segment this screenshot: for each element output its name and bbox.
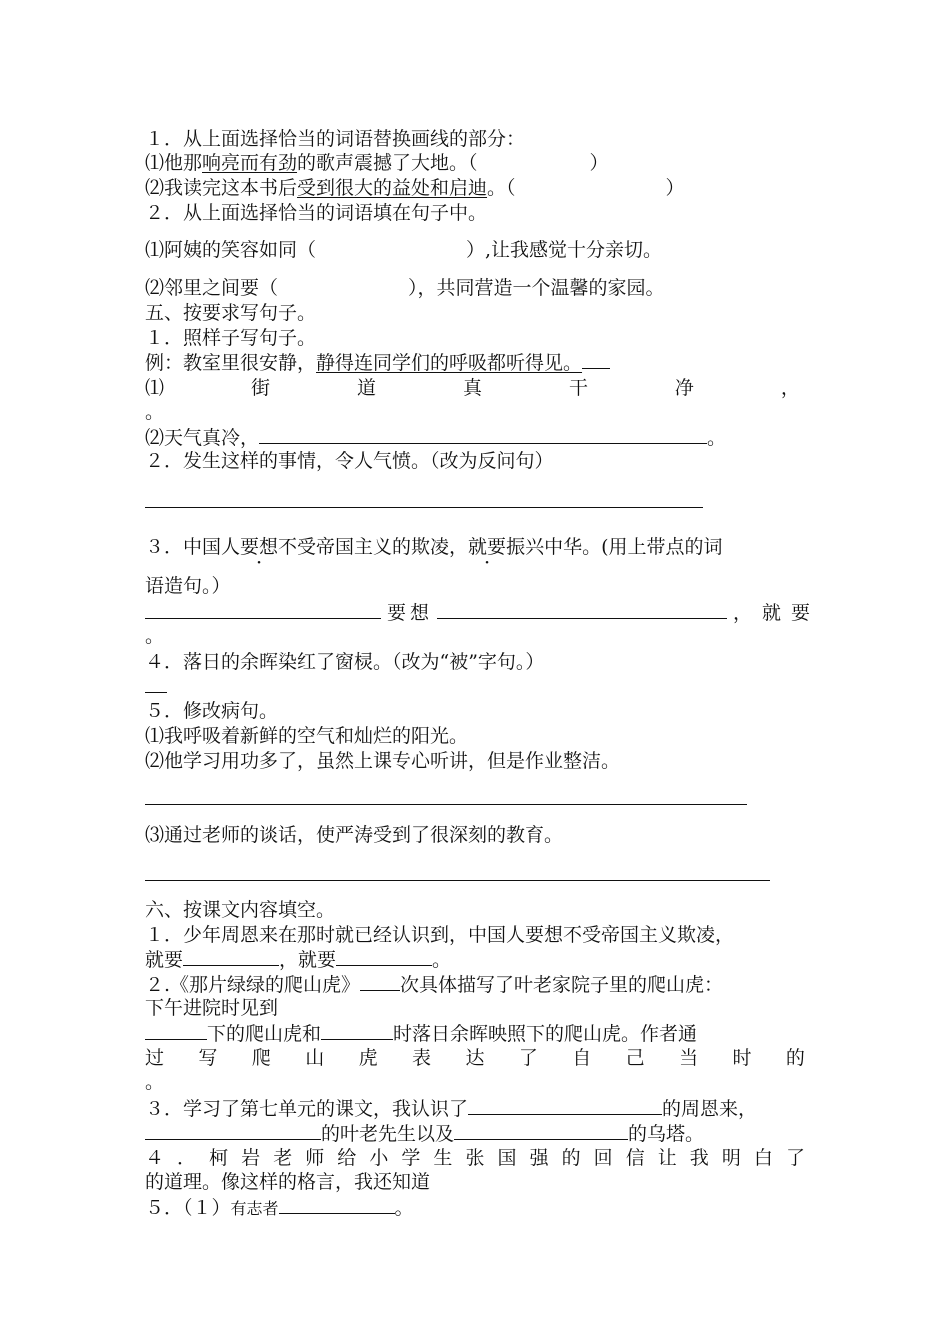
q4-item2-sentence2: ⑵邻里之间要（ ），共同营造一个温馨的家园。: [145, 277, 665, 299]
q5-item4-title: ４．落日的余晖染红了窗棂。（改为“被”字句。）: [145, 651, 545, 673]
underlined-phrase: 受到很大的益处和启迪: [297, 177, 488, 199]
q5-item1-sentence1-end: 。: [145, 401, 165, 423]
answer-blank[interactable]: [183, 947, 279, 966]
q6-item2-line1: ２.《那片绿绿的爬山虎》 次具体描写了叶老家院子里的爬山虎：: [145, 974, 724, 996]
q4-item2-title: ２．从上面选择恰当的词语填在句子中。: [145, 202, 488, 224]
q5-item5-sentence3: ⑶通过老师的谈话，使严涛受到了很深刻的教育。: [145, 824, 564, 846]
answer-line[interactable]: [145, 507, 703, 508]
q4-item1-sentence1: ⑴他那响亮而有劲的歌声震撼了大地。（ ）: [145, 152, 609, 174]
q5-item1-sentence1: ⑴ 街 道 真 干 净 ，: [145, 377, 800, 399]
q6-heading: 六、按课文内容填空。: [145, 899, 336, 921]
answer-line[interactable]: [145, 804, 747, 805]
q6-item4-line1: ４ ． 柯 岩 老 师 给 小 学 生 张 国 强 的 回 信 让 我 明 白 了: [145, 1147, 805, 1169]
dotted-word: 就要: [468, 536, 507, 558]
q5-item1-example: 例：教室里很安静，静得连同学们的呼吸都听得见。: [145, 350, 610, 375]
q4-item1-sentence2: ⑵我读完这本书后受到很大的益处和启迪。（ ）: [145, 177, 685, 199]
answer-blank[interactable]: [259, 425, 707, 444]
q5-item3-answer: 要想 ，就要: [145, 600, 820, 625]
q5-item1-title: １．照样子写句子。: [145, 327, 317, 349]
q5-item2-title: ２．发生这样的事情，令人气愤。（改为反问句）: [145, 450, 554, 472]
q5-item5-sentence2: ⑵他学习用功多了，虽然上课专心听讲，但是作业整洁。: [145, 750, 621, 772]
q5-heading: 五、按要求写句子。: [145, 302, 317, 324]
answer-blank[interactable]: [145, 1021, 207, 1040]
underlined-phrase: 静得连同学们的呼吸都听得见。: [316, 352, 583, 374]
q5-item3-title: ３．中国人要想不受帝国主义的欺凌，就要振兴中华。(用上带点的词: [145, 536, 723, 558]
q5-item1-sentence2: ⑵天气真冷， 。: [145, 427, 727, 449]
q6-item1-line2: 就要 ，就要 。: [145, 949, 452, 971]
q6-item3-line1: ３．学习了第七单元的课文，我认识了 的周恩来，: [145, 1098, 758, 1120]
q4-item2-sentence1: ⑴阿姨的笑容如同（ ）,让我感觉十分亲切。: [145, 239, 663, 261]
q5-item3-title-line2: 语造句。）: [145, 575, 231, 597]
answer-line[interactable]: [145, 692, 167, 693]
q5-item5-title: ５．修改病句。: [145, 700, 279, 722]
q6-item2-line3: 下的爬山虎和 时落日余晖映照下的爬山虎。作者通: [145, 1021, 697, 1046]
answer-blank[interactable]: [360, 972, 400, 991]
q6-item2-line5: 。: [145, 1071, 165, 1093]
q4-item1-title: １．从上面选择恰当的词语替换画线的部分：: [145, 128, 526, 150]
answer-blank[interactable]: [145, 600, 381, 619]
q6-item2-line4: 过 写 爬 山 虎 表 达 了 自 己 当 时 的: [145, 1047, 805, 1069]
answer-blank[interactable]: [437, 600, 727, 619]
q6-item5: ５．（１）有志者 。: [145, 1197, 414, 1219]
answer-blank[interactable]: [468, 1096, 662, 1115]
answer-blank[interactable]: [336, 947, 432, 966]
dotted-word: 要想: [240, 536, 279, 558]
q5-item5-sentence1: ⑴我呼吸着新鲜的空气和灿烂的阳光。: [145, 725, 469, 747]
answer-blank[interactable]: [321, 1021, 393, 1040]
q6-item1-line1: １．少年周恩来在那时就已经认识到，中国人要想不受帝国主义欺凌，: [145, 924, 735, 946]
q6-item2-line2: 下午进院时见到: [145, 997, 279, 1019]
q6-item3-line2: 的叶老先生以及 的乌塔。: [145, 1121, 704, 1146]
answer-blank[interactable]: [145, 1121, 321, 1140]
underlined-phrase: 响亮而有劲: [202, 152, 298, 174]
q5-item3-end: 。: [145, 625, 165, 647]
answer-blank[interactable]: [454, 1121, 628, 1140]
q6-item4-line2: 的道理。像这样的格言，我还知道: [145, 1171, 431, 1193]
answer-line[interactable]: [145, 880, 770, 881]
answer-blank[interactable]: [279, 1195, 395, 1214]
